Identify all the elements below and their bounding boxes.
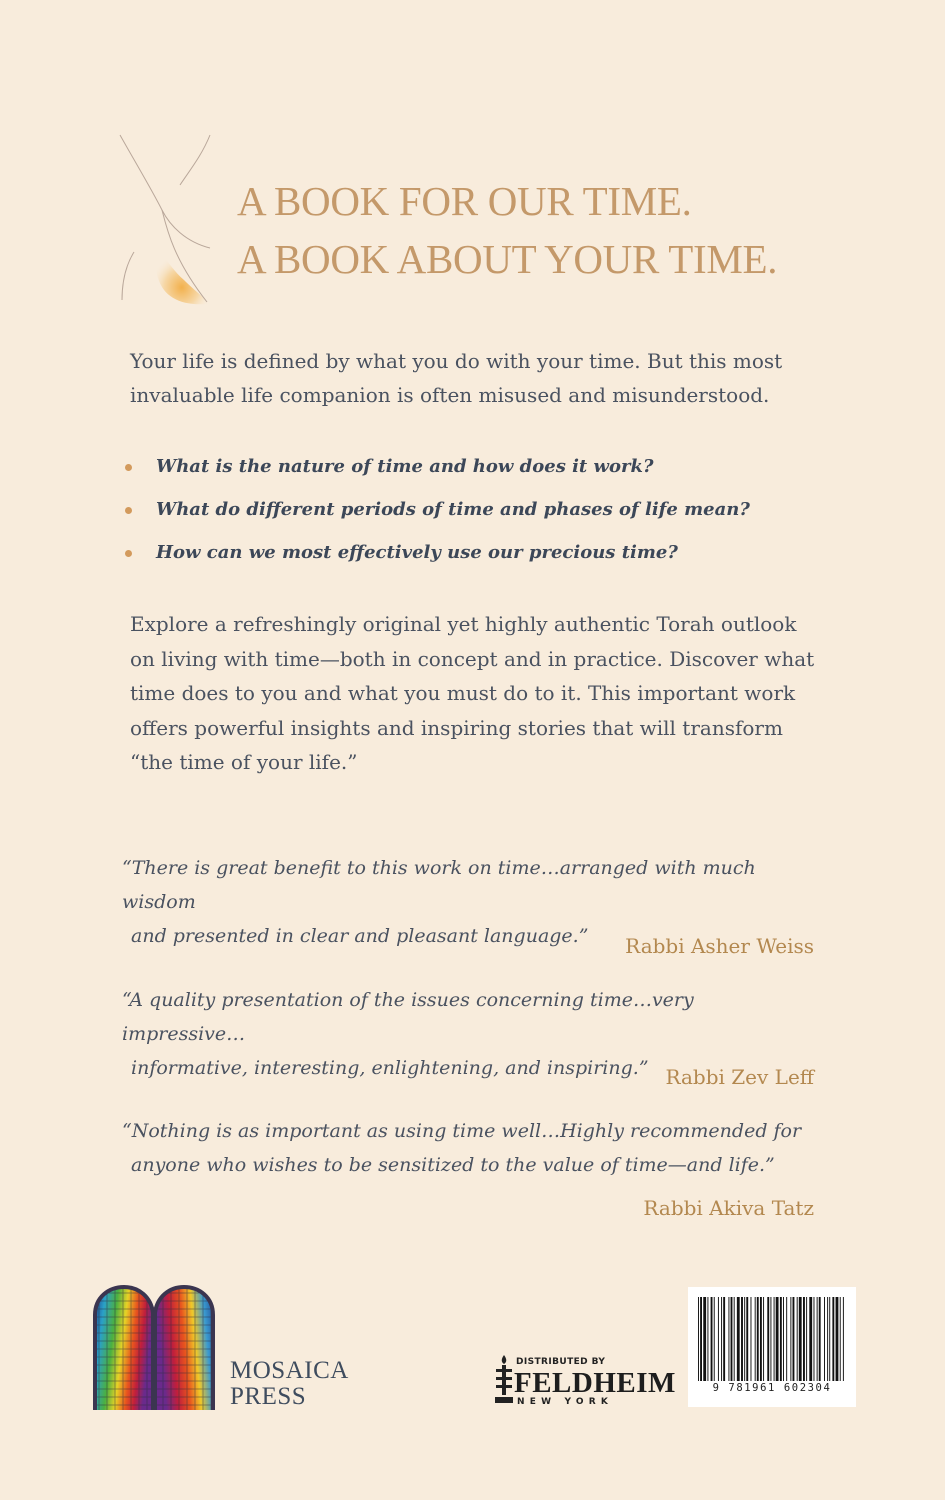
intro-paragraph <box>130 344 820 412</box>
distributor-name: FELDHEIM <box>514 1367 676 1399</box>
barcode-bar <box>780 1297 782 1381</box>
quote-line: informative, interesting, enlightening, and inspiring.” <box>131 1057 649 1079</box>
quote-line: “Nothing is as important as using time well…Highly recommended for <box>122 1120 802 1142</box>
quote-line: “There is great benefit to this work on time…arranged with much wisdom <box>122 857 756 913</box>
barcode-bar <box>776 1297 779 1381</box>
distributed-by-label: DISTRIBUTED BY <box>516 1357 606 1367</box>
question-item <box>125 536 825 579</box>
description-line: on living with time—both in concept and in practice. Discover what <box>130 646 815 671</box>
barcode-bar <box>843 1297 844 1381</box>
barcode-bar <box>728 1297 729 1381</box>
barcode-bar <box>809 1297 812 1381</box>
barcode-bar <box>829 1297 830 1381</box>
barcode-bar <box>737 1297 740 1381</box>
barcode <box>688 1287 856 1407</box>
barcode-bar <box>744 1297 745 1381</box>
endorsement-quote <box>122 1114 822 1182</box>
publisher-name <box>230 1358 349 1410</box>
endorsement-author: Rabbi Akiva Tatz <box>643 1196 814 1220</box>
distributor-city: NEW YORK <box>517 1397 614 1407</box>
quote-line: and presented in clear and pleasant language.” <box>131 925 589 947</box>
barcode-bar <box>746 1297 748 1381</box>
publisher-line-1: MOSAICA <box>230 1357 349 1384</box>
barcode-bar <box>814 1297 815 1381</box>
barcode-bar <box>786 1297 787 1381</box>
description-line: “the time of your life.” <box>130 750 358 774</box>
question-text: What is the nature of time and how does it work? <box>156 456 654 477</box>
question-text: How can we most effectively use our precious time? <box>156 542 678 563</box>
description-line: Explore a refreshingly original yet highly authentic Torah outlook <box>130 612 797 636</box>
barcode-bar <box>832 1297 834 1381</box>
barcode-bar <box>698 1297 699 1381</box>
barcode-bar <box>806 1297 807 1381</box>
barcode-bar <box>714 1297 715 1381</box>
barcode-number: 9 781961 602304 <box>712 1382 832 1394</box>
barcode-bar <box>751 1297 752 1381</box>
bullet-dot-icon <box>125 464 132 471</box>
barcode-bar <box>700 1297 702 1381</box>
intro-line-2: invaluable life companion is often misused and misunderstood. <box>130 383 770 407</box>
headline-line-1: A BOOK FOR OUR TIME. <box>237 178 692 224</box>
barcode-bars <box>694 1297 850 1381</box>
question-item <box>125 493 825 536</box>
question-text: What do different periods of time and phases of life mean? <box>156 499 750 520</box>
barcode-bar <box>703 1297 706 1381</box>
barcode-bar <box>774 1297 775 1381</box>
barcode-bar <box>803 1297 805 1381</box>
barcode-bar <box>723 1297 725 1381</box>
endorsement-author: Rabbi Zev Leff <box>665 1065 814 1089</box>
question-item <box>125 450 825 493</box>
bullet-dot-icon <box>125 550 132 557</box>
barcode-bar <box>799 1297 802 1381</box>
description-line: offers powerful insights and inspiring stories that will transform <box>130 715 783 740</box>
quote-line: anyone who wishes to be sensitized to the value of time—and life.” <box>131 1154 775 1176</box>
barcode-bar <box>757 1297 759 1381</box>
bullet-dot-icon <box>125 507 132 514</box>
barcode-bar <box>755 1297 756 1381</box>
intro-line-1: Your life is defined by what you do with your time. But this most <box>130 349 783 373</box>
barcode-bar <box>783 1297 784 1381</box>
barcode-bar <box>721 1297 722 1381</box>
endorsement-author: Rabbi Asher Weiss <box>625 934 814 958</box>
barcode-bar <box>760 1297 762 1381</box>
mosaic-tablets-logo <box>91 1285 217 1410</box>
description-line: time does to you and what you must do to it. This important work <box>130 681 796 705</box>
barcode-bar <box>734 1297 735 1381</box>
barcode-bar <box>711 1297 713 1381</box>
barcode-bar <box>718 1297 719 1381</box>
question-list <box>125 450 825 579</box>
publisher-line-2: PRESS <box>230 1383 307 1410</box>
barcode-bar <box>731 1297 733 1381</box>
barcode-bar <box>817 1297 818 1381</box>
barcode-bar <box>797 1297 798 1381</box>
barcode-bar <box>707 1297 708 1381</box>
headline <box>237 172 777 288</box>
headline-line-2: A BOOK ABOUT YOUR TIME. <box>237 236 778 282</box>
menorah-icon <box>493 1355 515 1405</box>
description-paragraph <box>130 607 815 780</box>
quote-line: “A quality presentation of the issues concerning time…very impressive… <box>122 989 694 1045</box>
barcode-bar <box>819 1297 821 1381</box>
barcode-bar <box>790 1297 791 1381</box>
hourglass-icon <box>112 130 222 310</box>
barcode-bar <box>763 1297 764 1381</box>
barcode-bar <box>741 1297 743 1381</box>
barcode-bar <box>770 1297 771 1381</box>
barcode-bar <box>827 1297 828 1381</box>
barcode-bar <box>840 1297 841 1381</box>
barcode-bar <box>824 1297 825 1381</box>
barcode-bar <box>767 1297 769 1381</box>
barcode-bar <box>793 1297 795 1381</box>
barcode-bar <box>836 1297 839 1381</box>
